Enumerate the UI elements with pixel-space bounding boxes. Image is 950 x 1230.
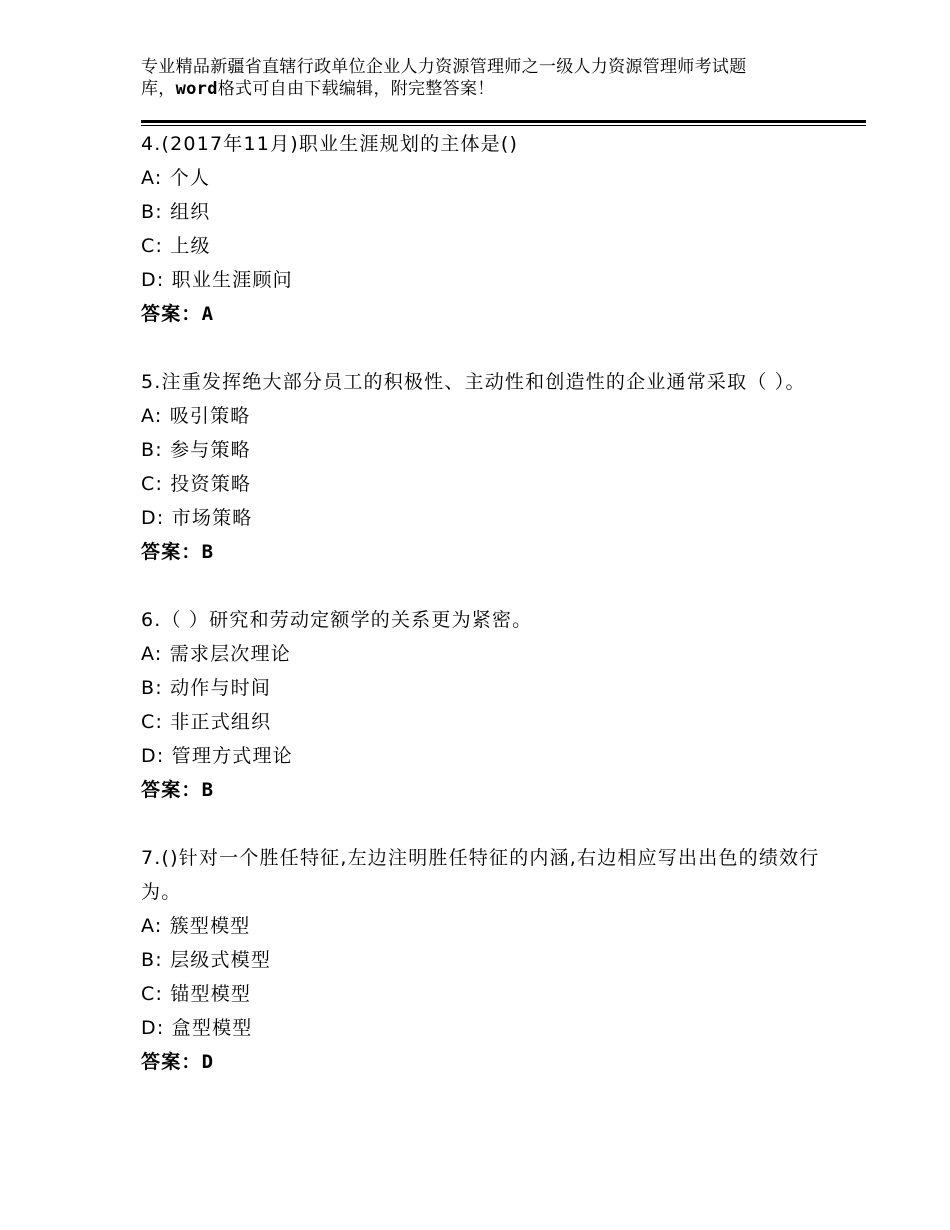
option-b: B: 层级式模型	[141, 949, 272, 971]
header-line-2	[141, 78, 831, 100]
question-stem: 5.注重发挥绝大部分员工的积极性、主动性和创造性的企业通常采取（ ）。	[141, 371, 806, 393]
question-4	[141, 127, 821, 331]
answer-label: 答案：	[141, 303, 202, 325]
question-6	[141, 603, 821, 807]
answer-value: A	[201, 303, 215, 325]
header-divider-thick	[141, 120, 866, 123]
answer-line	[141, 535, 821, 569]
option-a: A: 需求层次理论	[141, 643, 291, 665]
option-c: C: 非正式组织	[141, 711, 272, 733]
question-7	[141, 841, 821, 1079]
header-word-text: word	[175, 79, 218, 99]
question-list	[141, 127, 821, 1113]
question-5	[141, 365, 821, 569]
option-a: A: 吸引策略	[141, 405, 251, 427]
header-line-2-suffix: 格式可自由下载编辑，附完整答案！	[217, 79, 495, 99]
answer-line	[141, 1045, 821, 1079]
option-a: A: 个人	[141, 167, 211, 189]
option-a: A: 簇型模型	[141, 915, 251, 937]
answer-label: 答案：	[141, 1051, 202, 1073]
option-d: D: 市场策略	[141, 507, 253, 529]
answer-label: 答案：	[141, 541, 202, 563]
answer-line	[141, 297, 821, 331]
header-line-1: 专业精品新疆省直辖行政单位企业人力资源管理师之一级人力资源管理师考试题	[141, 57, 747, 77]
answer-value: D	[201, 1051, 215, 1073]
option-b: B: 参与策略	[141, 439, 251, 461]
header-line-2-prefix: 库，	[141, 79, 176, 99]
option-c: C: 锚型模型	[141, 983, 252, 1005]
option-d: D: 盒型模型	[141, 1017, 253, 1039]
option-d: D: 管理方式理论	[141, 745, 293, 767]
header-divider-thin	[141, 125, 866, 126]
question-stem: 4.(2017年11月)职业生涯规划的主体是()	[141, 133, 519, 155]
question-stem: 6.（ ）研究和劳动定额学的关系更为紧密。	[141, 609, 533, 631]
answer-value: B	[201, 779, 215, 801]
option-b: B: 组织	[141, 201, 211, 223]
option-c: C: 投资策略	[141, 473, 252, 495]
option-c: C: 上级	[141, 235, 211, 257]
question-stem: 7.()针对一个胜任特征,左边注明胜任特征的内涵,右边相应写出出色的绩效行为。	[141, 847, 820, 903]
answer-label: 答案：	[141, 779, 202, 801]
document-header	[141, 56, 831, 100]
answer-value: B	[201, 541, 215, 563]
answer-line	[141, 773, 821, 807]
option-b: B: 动作与时间	[141, 677, 272, 699]
option-d: D: 职业生涯顾问	[141, 269, 293, 291]
